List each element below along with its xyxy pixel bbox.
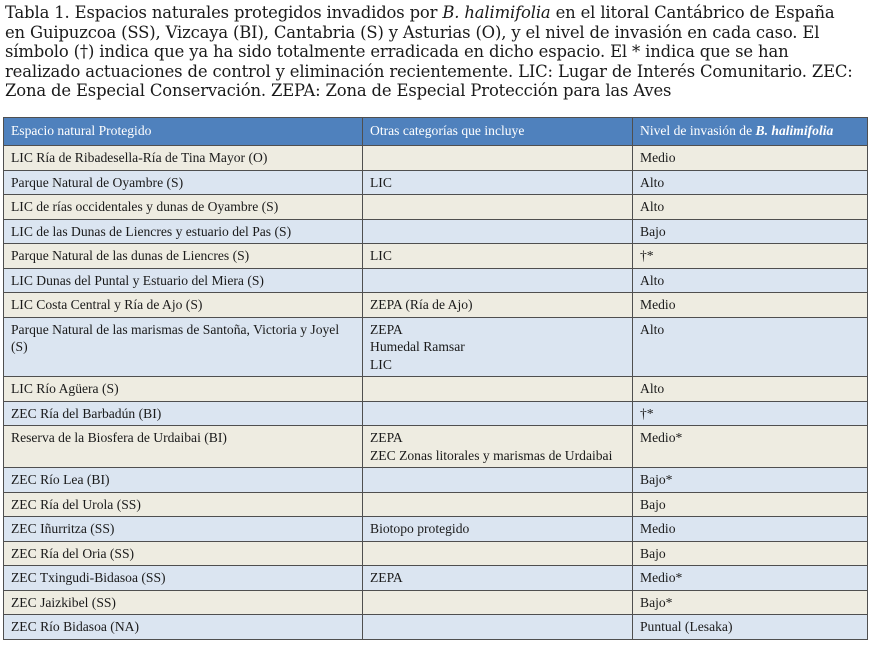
header-espacio: Espacio natural Protegido — [4, 118, 363, 146]
table-row — [4, 492, 868, 517]
cell-otras-categorias — [363, 293, 633, 318]
categoria-item: ZEPA (Ría de Ajo) — [370, 297, 473, 312]
table-row — [4, 268, 868, 293]
table-row — [4, 566, 868, 591]
cell-nivel-invasion: Medio — [633, 146, 868, 171]
cell-espacio: ZEC Iñurritza (SS) — [4, 517, 363, 542]
cell-nivel-invasion: Bajo* — [633, 590, 868, 615]
caption-line-1 — [5, 3, 865, 23]
categoria-item: Humedal Ramsar — [370, 339, 465, 354]
categoria-item: LIC — [370, 356, 392, 372]
categoria-item: ZEPA — [370, 321, 403, 337]
cell-nivel-invasion: Medio — [633, 517, 868, 542]
table-row — [4, 517, 868, 542]
cell-nivel-invasion: Medio* — [633, 566, 868, 591]
cell-otras-categorias — [363, 566, 633, 591]
cell-espacio: ZEC Río Bidasoa (NA) — [4, 615, 363, 640]
cell-otras-categorias — [363, 317, 633, 377]
cell-nivel-invasion: Puntual (Lesaka) — [633, 615, 868, 640]
cell-otras-categorias — [363, 268, 633, 293]
categoria-item: ZEC Zonas litorales y marismas de Urdaibai — [370, 447, 613, 463]
cell-otras-categorias — [363, 377, 633, 402]
header-nivel-invasion — [633, 118, 868, 146]
cell-otras-categorias — [363, 170, 633, 195]
cell-nivel-invasion: Alto — [633, 377, 868, 402]
header-nivel-text: Nivel de invasión de — [640, 123, 756, 138]
cell-nivel-invasion: Alto — [633, 195, 868, 220]
caption-text: Tabla 1. Espacios naturales protegidos invadidos por — [5, 3, 443, 22]
cell-otras-categorias — [363, 426, 633, 468]
cell-nivel-invasion: Medio* — [633, 426, 868, 468]
table-row — [4, 590, 868, 615]
cell-nivel-invasion: Bajo — [633, 219, 868, 244]
table-row — [4, 317, 868, 377]
caption-line-3: símbolo (†) indica que ya ha sido totalmente erradicada en dicho espacio. El * indica que se han — [5, 42, 789, 62]
cell-otras-categorias — [363, 244, 633, 269]
cell-espacio: Parque Natural de Oyambre (S) — [4, 170, 363, 195]
cell-espacio: ZEC Ría del Oria (SS) — [4, 541, 363, 566]
cell-espacio: LIC Dunas del Puntal y Estuario del Miera (S) — [4, 268, 363, 293]
cell-nivel-invasion: Bajo* — [633, 468, 868, 493]
categoria-item: LIC — [370, 174, 392, 190]
cell-espacio: LIC de las Dunas de Liencres y estuario del Pas (S) — [4, 219, 363, 244]
table-row — [4, 244, 868, 269]
categoria-item: ZEPA — [370, 570, 403, 585]
table-header-row — [4, 118, 868, 146]
cell-otras-categorias — [363, 401, 633, 426]
cell-espacio: ZEC Ría del Barbadún (BI) — [4, 401, 363, 426]
protected-areas-table — [3, 117, 868, 640]
species-name: B. halimifolia — [442, 3, 551, 22]
caption-line-5: Zona de Especial Conservación. ZEPA: Zona de Especial Protección para las Aves — [5, 81, 672, 101]
cell-espacio: ZEC Jaizkibel (SS) — [4, 590, 363, 615]
table-row — [4, 401, 868, 426]
cell-nivel-invasion: Medio — [633, 293, 868, 318]
cell-nivel-invasion: Alto — [633, 317, 868, 377]
table-row — [4, 293, 868, 318]
cell-espacio: LIC Costa Central y Ría de Ajo (S) — [4, 293, 363, 318]
cell-espacio: ZEC Río Lea (BI) — [4, 468, 363, 493]
table-row — [4, 170, 868, 195]
header-species-name: B. halimifolia — [755, 123, 834, 138]
table-row — [4, 377, 868, 402]
caption-line-2: en Guipuzcoa (SS), Vizcaya (BI), Cantabria (S) y Asturias (O), y el nivel de invasión en cada caso. El — [5, 22, 820, 42]
cell-otras-categorias — [363, 541, 633, 566]
cell-nivel-invasion: Bajo — [633, 492, 868, 517]
cell-otras-categorias — [363, 146, 633, 171]
header-otras-categorias: Otras categorías que incluye — [363, 118, 633, 146]
cell-nivel-invasion: Alto — [633, 170, 868, 195]
table-row — [4, 146, 868, 171]
cell-espacio: Parque Natural de las marismas de Santoña, Victoria y Joyel (S) — [4, 317, 363, 377]
cell-otras-categorias — [363, 492, 633, 517]
cell-otras-categorias — [363, 219, 633, 244]
caption-line-4: realizado actuaciones de control y eliminación recientemente. LIC: Lugar de Interés Comunitario. ZEC: — [5, 61, 853, 81]
cell-espacio: ZEC Ría del Urola (SS) — [4, 492, 363, 517]
table-row — [4, 219, 868, 244]
cell-otras-categorias — [363, 517, 633, 542]
categoria-item: ZEPA — [370, 430, 403, 445]
cell-otras-categorias — [363, 590, 633, 615]
cell-nivel-invasion: Alto — [633, 268, 868, 293]
table-row — [4, 426, 868, 468]
cell-otras-categorias — [363, 615, 633, 640]
caption-text: en el litoral Cantábrico de España — [550, 3, 835, 22]
cell-nivel-invasion: Bajo — [633, 541, 868, 566]
table-row — [4, 195, 868, 220]
table-row — [4, 615, 868, 640]
categoria-item: Biotopo protegido — [370, 521, 470, 536]
cell-espacio: LIC Río Agüera (S) — [4, 377, 363, 402]
table-caption — [5, 3, 865, 101]
table-row — [4, 468, 868, 493]
cell-otras-categorias — [363, 195, 633, 220]
cell-espacio: LIC de rías occidentales y dunas de Oyambre (S) — [4, 195, 363, 220]
cell-espacio: LIC Ría de Ribadesella-Ría de Tina Mayor (O) — [4, 146, 363, 171]
cell-espacio: ZEC Txingudi-Bidasoa (SS) — [4, 566, 363, 591]
categoria-item: LIC — [370, 248, 392, 263]
cell-nivel-invasion: †* — [633, 244, 868, 269]
cell-otras-categorias — [363, 468, 633, 493]
table-row — [4, 541, 868, 566]
cell-espacio: Parque Natural de las dunas de Liencres (S) — [4, 244, 363, 269]
cell-espacio: Reserva de la Biosfera de Urdaibai (BI) — [4, 426, 363, 468]
cell-nivel-invasion: †* — [633, 401, 868, 426]
table-body — [4, 146, 868, 640]
